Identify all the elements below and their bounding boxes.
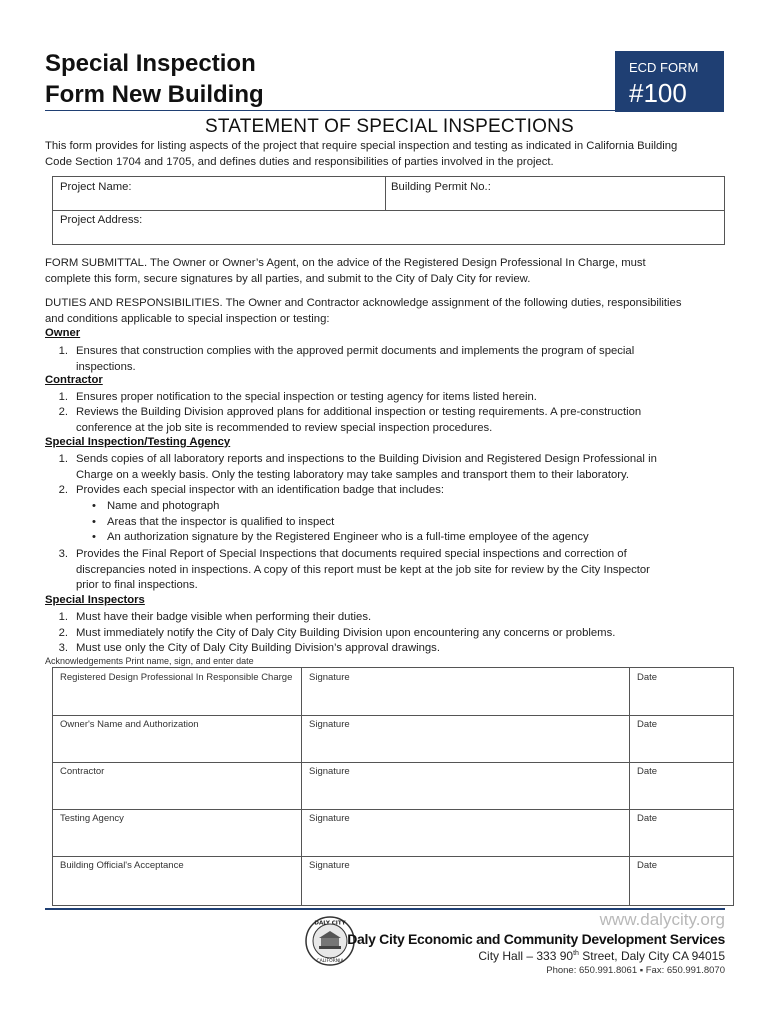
permit-number-field[interactable]: Building Permit No.: [391, 181, 491, 193]
bullet-text: Areas that the inspector is qualified to inspect [107, 516, 335, 528]
intro-line-1: This form provides for listing aspects of the project that require special inspection and testing as indicated in California Building [45, 140, 678, 152]
item-text: inspections. [76, 360, 136, 373]
item-text: Charge on a weekly basis. Only the testing laboratory may take samples and transport them to their laboratory. [76, 468, 629, 481]
title-divider [45, 110, 615, 111]
item-text: Provides the Final Report of Special Inspections that documents required special inspections and correction of [76, 548, 627, 560]
signature-field[interactable]: Signature [309, 860, 350, 871]
party-label: Contractor [60, 766, 105, 777]
website-link[interactable]: www.dalycity.org [599, 910, 725, 929]
project-address-field[interactable]: Project Address: [60, 214, 143, 226]
date-field[interactable]: Date [637, 719, 658, 730]
signature-field[interactable]: Signature [309, 672, 350, 683]
owner-heading: Owner [45, 327, 81, 339]
bullet-dot: • [92, 516, 96, 528]
badge-label: ECD FORM [629, 60, 699, 75]
inspectors-heading: Special Inspectors [45, 594, 145, 606]
signature-row-design-professional [53, 668, 733, 716]
item-text: Provides each special inspector with an identification badge that includes: [76, 484, 444, 496]
item-text: Must use only the City of Daly City Building Division’s approval drawings. [76, 642, 440, 654]
form-number-badge [615, 51, 724, 112]
item-text: discrepancies noted in inspections. A copy of this report must be kept at the job site for review by the City Inspector [76, 563, 650, 576]
item-number: 1. [58, 611, 68, 623]
intro-line-2: Code Section 1704 and 1705, and defines duties and responsibilities of parties involved in the project. [45, 156, 554, 168]
signature-row-owner [53, 715, 733, 763]
project-name-field[interactable]: Project Name: [60, 181, 132, 193]
statement-heading: STATEMENT OF SPECIAL INSPECTIONS [205, 116, 574, 137]
agency-heading: Special Inspection/Testing Agency [45, 436, 231, 448]
form-submittal-paragraph [45, 255, 725, 287]
contractor-heading: Contractor [45, 374, 103, 386]
signature-row-testing-agency [53, 809, 733, 857]
item-number: 2. [58, 627, 68, 639]
form-title [45, 48, 264, 110]
party-label: Owner's Name and Authorization [60, 719, 199, 730]
date-field[interactable]: Date [637, 672, 658, 683]
party-label: Testing Agency [60, 813, 124, 824]
city-hall-address: City Hall – 333 90th Street, Daly City CA 94015 [478, 949, 725, 963]
signature-field[interactable]: Signature [309, 766, 350, 777]
item-number: 3. [58, 642, 68, 654]
duties-line-1: DUTIES AND RESPONSIBILITIES. The Owner and Contractor acknowledge assignment of the following duties, responsibilities [45, 297, 682, 309]
project-box-divider [53, 210, 724, 211]
date-field[interactable]: Date [637, 766, 658, 777]
project-info-box [52, 176, 725, 245]
date-field[interactable]: Date [637, 813, 658, 824]
party-label: Registered Design Professional In Responsible Charge [60, 672, 293, 683]
acknowledgements-caption: Acknowledgements Print name, sign, and enter date [45, 656, 254, 666]
svg-text:CALIFORNIA: CALIFORNIA [316, 959, 344, 964]
title-line-2: Form New Building [45, 81, 264, 108]
title-line-1: Special Inspection [45, 50, 256, 77]
duties-paragraph [45, 295, 725, 327]
item-number: 3. [58, 548, 68, 560]
duties-line-2: and conditions applicable to special inspection or testing: [45, 313, 330, 325]
intro-paragraph [45, 138, 725, 170]
svg-text:DALY CITY: DALY CITY [314, 920, 346, 927]
signature-table [52, 667, 734, 906]
item-text: Must immediately notify the City of Daly City Building Division upon encountering any concerns or problems. [76, 627, 616, 639]
item-text: prior to final inspections. [76, 579, 198, 592]
bullet-dot: • [92, 531, 96, 543]
item-number: 2. [58, 406, 68, 418]
item-number: 1. [58, 345, 68, 357]
bullet-text: An authorization signature by the Registered Engineer who is a full-time employee of the agency [107, 531, 589, 543]
item-text: conference at the job site is recommended to review special inspection procedures. [76, 421, 493, 434]
party-label: Building Official's Acceptance [60, 860, 184, 871]
item-number: 2. [58, 484, 68, 496]
item-text: Sends copies of all laboratory reports and inspections to the Building Division and Registered Design Professional in [76, 453, 657, 465]
bullet-dot: • [92, 500, 96, 512]
submittal-line-2: complete this form, secure signatures by all parties, and submit to the City of Daly City for review. [45, 273, 531, 285]
item-number: 1. [58, 391, 68, 403]
item-text: Ensures that construction complies with the approved permit documents and implements the program of special [76, 345, 635, 357]
signature-field[interactable]: Signature [309, 719, 350, 730]
department-name: Daly City Economic and Community Development Services [347, 931, 725, 947]
phone-fax: Phone: 650.991.8061 ▪ Fax: 650.991.8070 [546, 965, 725, 976]
item-text: Ensures proper notification to the special inspection or testing agency for items listed herein. [76, 391, 537, 403]
submittal-line-1: FORM SUBMITTAL. The Owner or Owner’s Agent, on the advice of the Registered Design Professional In Charge, must [45, 257, 646, 269]
item-text: Must have their badge visible when performing their duties. [76, 611, 372, 623]
project-box-vdivider [385, 177, 386, 210]
item-number: 1. [58, 453, 68, 465]
signature-row-building-official [53, 856, 733, 903]
date-field[interactable]: Date [637, 860, 658, 871]
item-text: Reviews the Building Division approved plans for additional inspection or testing requirements. A pre-construction [76, 406, 642, 418]
signature-row-contractor [53, 762, 733, 810]
signature-field[interactable]: Signature [309, 813, 350, 824]
badge-number: #100 [629, 78, 687, 108]
bullet-text: Name and photograph [107, 500, 220, 512]
